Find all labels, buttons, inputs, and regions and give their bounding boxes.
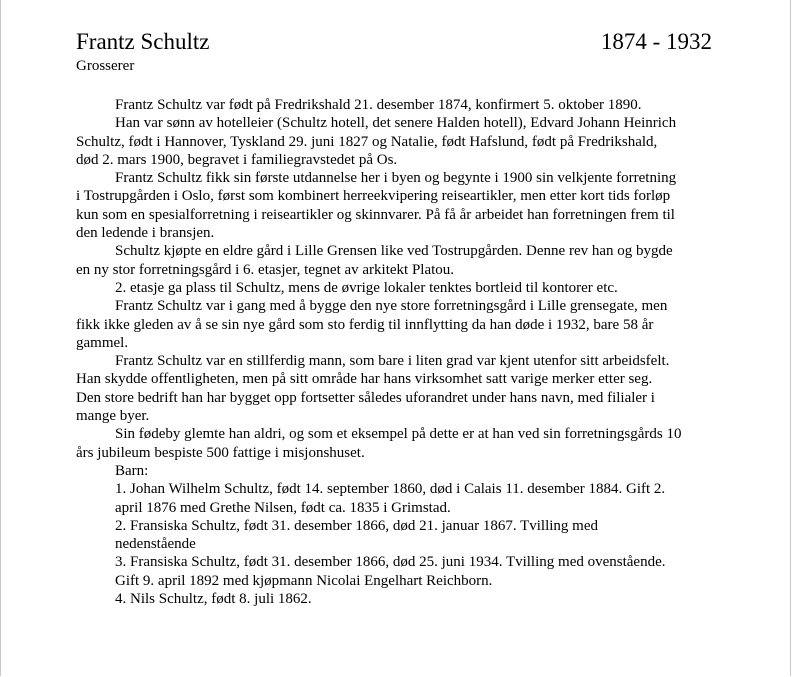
person-name: Frantz Schultz [76, 29, 210, 54]
text-line: Schultz kjøpte en eldre gård i Lille Grensen like ved Tostrupgården. Denne rev han og bygde [115, 243, 673, 260]
text-line: Sin fødeby glemte han aldri, og som et eksempel på dette er at han ved sin forretningsgårds 10 [115, 426, 682, 443]
text-line: Gift 9. april 1892 med kjøpmann Nicolai Engelhart Reichborn. [115, 572, 493, 589]
text-line: april 1876 med Grethe Nilsen, født ca. 1835 i Grimstad. [115, 499, 451, 516]
text-line: fikk ikke gleden av å se sin nye gård som sto ferdig til innflytting da han døde i 1932, bare 58 år [76, 316, 654, 333]
person-occupation: Grosserer [76, 58, 135, 74]
person-years: 1874 - 1932 [600, 29, 712, 54]
text-line: Han skydde offentligheten, men på sitt område har hans virksomhet satt varige merker etter seg. [76, 371, 653, 388]
text-line: Frantz Schultz var født på Fredrikshald 21. desember 1874, konfirmert 5. oktober 1890. [115, 97, 642, 113]
text-line: års jubileum bespiste 500 fattige i misjonshuset. [76, 444, 365, 461]
text-line: Frantz Schultz fikk sin første utdannelse her i byen og begynte i 1900 sin velkjente forretning [115, 170, 677, 187]
text-line: Barn: [115, 462, 149, 479]
text-line: Schultz, født i Hannover, Tyskland 29. juni 1827 og Natalie, født Hafslund, født på Fredrikshald, [76, 133, 658, 150]
text-line: i Tostrupgården i Oslo, først som kombinert herreekvipering reiseartikler, men etter kort tids forløp [76, 188, 671, 205]
text-line: 2. etasje ga plass til Schultz, mens de øvrige lokaler tenktes bortleid til kontorer etc. [115, 279, 618, 296]
text-line: død 2. mars 1900, begravet i familiegravstedet på Os. [76, 151, 398, 168]
biography-text [76, 96, 726, 608]
text-line: 3. Fransiska Schultz, født 31. desember 1866, død 25. juni 1934. Tvilling med ovenstående. [115, 554, 666, 571]
text-line: gammel. [76, 334, 129, 351]
text-line: en ny stor forretningsgård i 6. etasjer, tegnet av arkitekt Platou. [76, 261, 455, 278]
text-line: Den store bedrift han har bygget opp fortsetter således uforandret under hans navn, med filialer i [76, 389, 655, 406]
text-line: mange byer. [76, 408, 150, 425]
text-line: 1. Johan Wilhelm Schultz, født 14. september 1860, død i Calais 11. desember 1884. Gift 2. [115, 481, 666, 498]
text-line: kun som en spesialforretning i reiseartikler og skinnvarer. På få år arbeidet han forretningen frem til [76, 206, 675, 223]
text-line: 2. Fransiska Schultz, født 31. desember 1866, død 21. januar 1867. Tvilling med [115, 517, 598, 534]
text-line: nedenstående [115, 536, 196, 553]
text-line: den ledende i bransjen. [76, 225, 215, 242]
text-line: 4. Nils Schultz, født 8. juli 1862. [115, 591, 312, 608]
text-line: Frantz Schultz var i gang med å bygge den nye store forretningsgård i Lille grensegate, men [115, 298, 668, 315]
text-line: Han var sønn av hotelleier (Schultz hotell, det senere Halden hotell), Edvard Johann Heinrich [115, 115, 677, 132]
document-header [76, 29, 712, 59]
text-line: Frantz Schultz var en stillferdig mann, som bare i liten grad var kjent utenfor sitt arbeidsfelt. [115, 353, 670, 370]
